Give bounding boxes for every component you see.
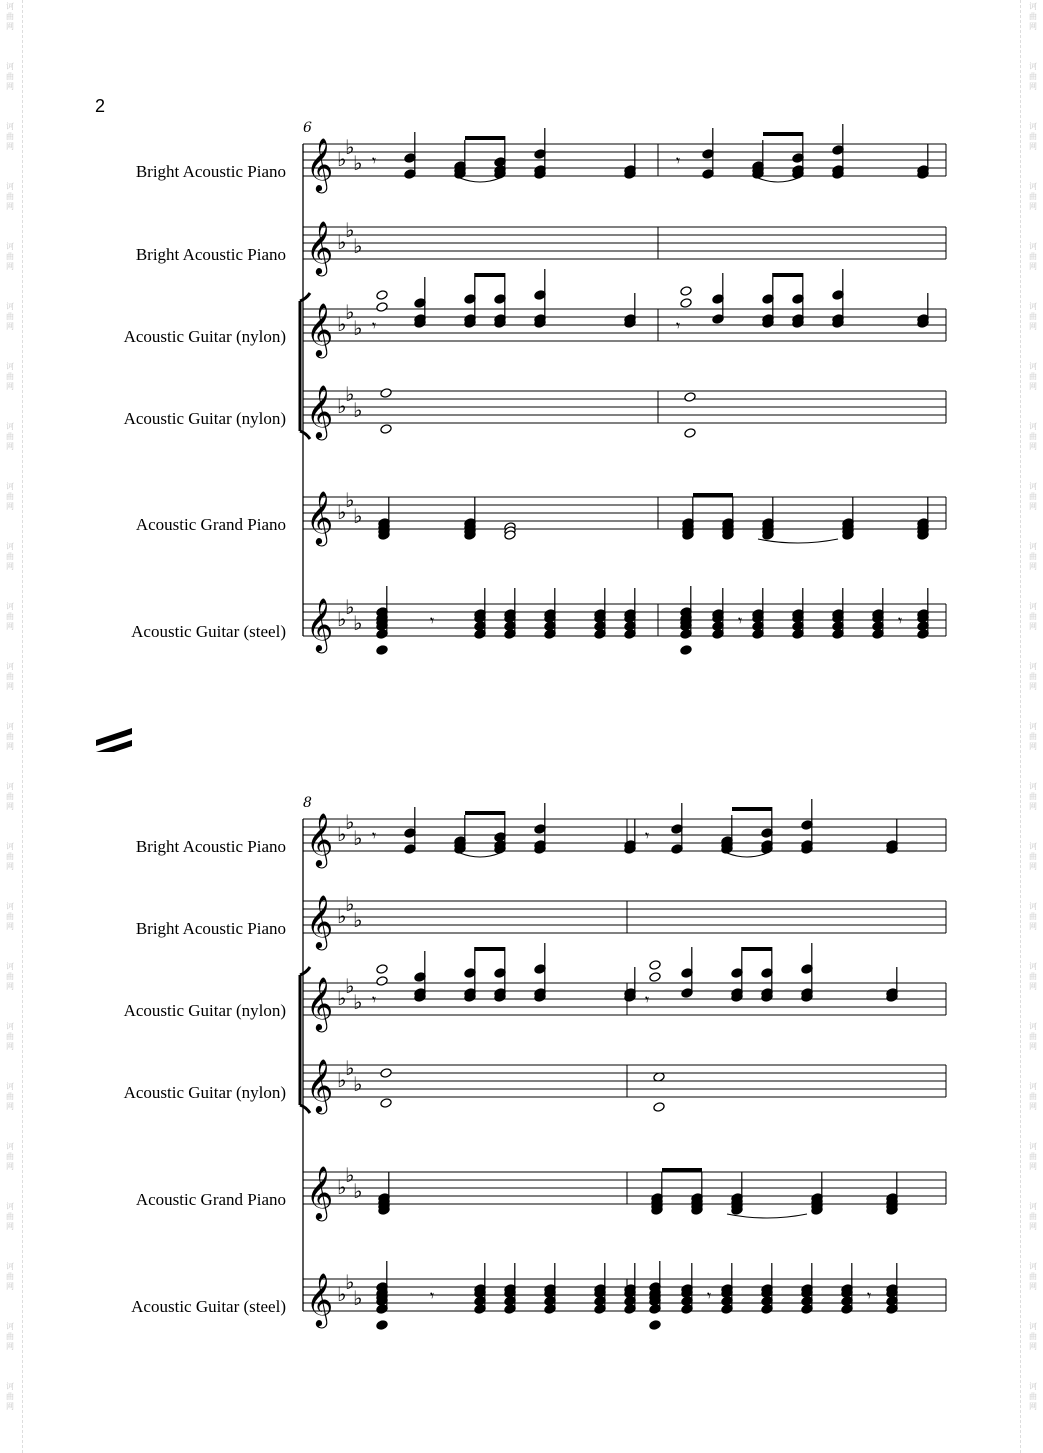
flat-icon: ♭ <box>345 1056 355 1080</box>
watermark-mark: 诃 曲 网 <box>6 482 14 511</box>
notehead <box>649 960 661 971</box>
treble-clef-icon: 𝄞 <box>306 597 334 651</box>
watermark-mark: 诃 曲 网 <box>6 242 14 271</box>
notehead <box>649 972 661 983</box>
watermark-mark: 诃 曲 网 <box>6 1262 14 1291</box>
measure-number: 6 <box>303 120 312 136</box>
treble-clef-icon: 𝄞 <box>306 220 334 274</box>
flat-icon: ♭ <box>353 398 363 422</box>
watermark-mark: 诃 曲 网 <box>1029 62 1037 91</box>
instrument-name: Bright Acoustic Piano <box>135 919 286 938</box>
tie <box>758 178 798 182</box>
notehead <box>380 424 392 435</box>
watermark-mark: 诃 曲 网 <box>1029 302 1037 331</box>
instrument-name: Acoustic Grand Piano <box>135 1190 286 1209</box>
tie <box>460 853 500 857</box>
flat-icon: ♭ <box>337 1068 347 1092</box>
watermark-mark: 诃 曲 网 <box>1029 1202 1037 1231</box>
watermark-mark: 诃 曲 网 <box>6 842 14 871</box>
flat-icon: ♭ <box>353 908 363 932</box>
flat-icon: ♭ <box>345 488 355 512</box>
notehead <box>684 428 696 439</box>
flat-icon: ♭ <box>345 300 355 324</box>
eighth-rest-icon: 𝄾 <box>738 611 743 630</box>
notehead <box>376 645 388 656</box>
eighth-rest-icon: 𝄾 <box>676 151 681 170</box>
eighth-rest-icon: 𝄾 <box>645 990 650 1009</box>
treble-clef-icon: 𝄞 <box>306 1272 334 1326</box>
flat-icon: ♭ <box>345 1163 355 1187</box>
watermark-mark: 诃 曲 网 <box>1029 182 1037 211</box>
tie <box>758 539 838 543</box>
eighth-rest-icon: 𝄾 <box>372 316 377 335</box>
flat-icon: ♭ <box>337 1175 347 1199</box>
treble-clef-icon: 𝄞 <box>306 1165 334 1219</box>
instrument-name: Acoustic Guitar (steel) <box>131 1297 286 1316</box>
treble-clef-icon: 𝄞 <box>306 302 334 356</box>
treble-clef-icon: 𝄞 <box>306 1058 334 1112</box>
treble-clef-icon: 𝄞 <box>306 490 334 544</box>
flat-icon: ♭ <box>337 607 347 631</box>
watermark-mark: 诃 曲 网 <box>1029 1022 1037 1051</box>
watermark-mark: 诃 曲 网 <box>1029 1382 1037 1411</box>
tie <box>727 853 767 857</box>
flat-icon: ♭ <box>337 147 347 171</box>
flat-icon: ♭ <box>337 312 347 336</box>
tie <box>727 1214 807 1218</box>
watermark-mark: 诃 曲 网 <box>1029 1322 1037 1351</box>
watermark-mark: 诃 曲 网 <box>1029 722 1037 751</box>
flat-icon: ♭ <box>353 1286 363 1310</box>
flat-icon: ♭ <box>345 382 355 406</box>
watermark-mark: 诃 曲 网 <box>6 1382 14 1411</box>
eighth-rest-icon: 𝄾 <box>372 990 377 1009</box>
watermark-mark: 诃 曲 网 <box>1029 122 1037 151</box>
watermark-mark: 诃 曲 网 <box>1029 242 1037 271</box>
watermark-mark: 诃 曲 网 <box>6 722 14 751</box>
tie <box>460 178 500 182</box>
flat-icon: ♭ <box>353 504 363 528</box>
eighth-rest-icon: 𝄾 <box>867 1286 872 1305</box>
watermark-mark: 诃 曲 网 <box>1029 1082 1037 1111</box>
flat-icon: ♭ <box>353 316 363 340</box>
watermark-mark: 诃 曲 网 <box>6 302 14 331</box>
watermark-mark: 诃 曲 网 <box>1029 662 1037 691</box>
watermark-mark: 诃 曲 网 <box>6 422 14 451</box>
flat-icon: ♭ <box>345 810 355 834</box>
watermark-mark: 诃 曲 网 <box>1029 542 1037 571</box>
treble-clef-icon: 𝄞 <box>306 976 334 1030</box>
watermark-mark: 诃 曲 网 <box>1029 362 1037 391</box>
watermark-mark: 诃 曲 网 <box>1029 782 1037 811</box>
watermark-mark: 诃 曲 网 <box>6 1082 14 1111</box>
measure-number: 8 <box>303 795 312 811</box>
eighth-rest-icon: 𝄾 <box>898 611 903 630</box>
watermark-mark: 诃 曲 网 <box>6 542 14 571</box>
treble-clef-icon: 𝄞 <box>306 384 334 438</box>
watermark-mark: 诃 曲 网 <box>1029 962 1037 991</box>
notehead <box>680 286 692 297</box>
notehead <box>380 388 392 399</box>
flat-icon: ♭ <box>337 986 347 1010</box>
flat-icon: ♭ <box>345 595 355 619</box>
instrument-name: Acoustic Grand Piano <box>135 515 286 534</box>
notehead <box>680 298 692 309</box>
instrument-name: Acoustic Guitar (nylon) <box>123 1001 286 1020</box>
instrument-name: Bright Acoustic Piano <box>135 837 286 856</box>
notehead <box>684 392 696 403</box>
flat-icon: ♭ <box>345 135 355 159</box>
watermark-mark: 诃 曲 网 <box>6 662 14 691</box>
watermark-mark: 诃 曲 网 <box>6 2 14 31</box>
watermark-mark: 诃 曲 网 <box>6 602 14 631</box>
watermark-mark: 诃 曲 网 <box>6 1022 14 1051</box>
flat-icon: ♭ <box>353 990 363 1014</box>
flat-icon: ♭ <box>345 892 355 916</box>
watermark-mark: 诃 曲 网 <box>6 182 14 211</box>
instrument-name: Acoustic Guitar (steel) <box>131 622 286 641</box>
notehead <box>376 976 388 987</box>
flat-icon: ♭ <box>353 1179 363 1203</box>
flat-icon: ♭ <box>353 611 363 635</box>
flat-icon: ♭ <box>345 974 355 998</box>
watermark-mark: 诃 曲 网 <box>1029 1142 1037 1171</box>
watermark-mark: 诃 曲 网 <box>6 122 14 151</box>
flat-icon: ♭ <box>345 1270 355 1294</box>
watermark-mark: 诃 曲 网 <box>1029 602 1037 631</box>
notehead <box>380 1098 392 1109</box>
flat-icon: ♭ <box>337 822 347 846</box>
flat-icon: ♭ <box>345 218 355 242</box>
watermark-mark: 诃 曲 网 <box>6 782 14 811</box>
flat-icon: ♭ <box>353 1072 363 1096</box>
watermark-mark: 诃 曲 网 <box>6 1142 14 1171</box>
eighth-rest-icon: 𝄾 <box>707 1286 712 1305</box>
flat-icon: ♭ <box>353 234 363 258</box>
flat-icon: ♭ <box>353 151 363 175</box>
notehead <box>653 1102 665 1113</box>
page-number: 2 <box>95 96 106 116</box>
notehead <box>376 302 388 313</box>
treble-clef-icon: 𝄞 <box>306 812 334 866</box>
treble-clef-icon: 𝄞 <box>306 137 334 191</box>
flat-icon: ♭ <box>337 394 347 418</box>
eighth-rest-icon: 𝄾 <box>645 826 650 845</box>
instrument-name: Acoustic Guitar (nylon) <box>123 1083 286 1102</box>
watermark-mark: 诃 曲 网 <box>1029 902 1037 931</box>
eighth-rest-icon: 𝄾 <box>372 826 377 845</box>
notehead <box>376 964 388 975</box>
instrument-name: Bright Acoustic Piano <box>135 245 286 264</box>
watermark-mark: 诃 曲 网 <box>6 902 14 931</box>
flat-icon: ♭ <box>353 826 363 850</box>
eighth-rest-icon: 𝄾 <box>430 611 435 630</box>
watermark-mark: 诃 曲 网 <box>6 962 14 991</box>
notehead <box>376 1320 388 1331</box>
watermark-mark: 诃 曲 网 <box>1029 422 1037 451</box>
notehead <box>649 1320 661 1331</box>
watermark-mark: 诃 曲 网 <box>6 362 14 391</box>
flat-icon: ♭ <box>337 904 347 928</box>
watermark-mark: 诃 曲 网 <box>1029 2 1037 31</box>
watermark-mark: 诃 曲 网 <box>6 62 14 91</box>
flat-icon: ♭ <box>337 1282 347 1306</box>
eighth-rest-icon: 𝄾 <box>430 1286 435 1305</box>
notehead <box>680 645 692 656</box>
instrument-name: Acoustic Guitar (nylon) <box>123 327 286 346</box>
watermark-mark: 诃 曲 网 <box>6 1202 14 1231</box>
watermark-mark: 诃 曲 网 <box>1029 482 1037 511</box>
flat-icon: ♭ <box>337 230 347 254</box>
eighth-rest-icon: 𝄾 <box>676 316 681 335</box>
eighth-rest-icon: 𝄾 <box>372 151 377 170</box>
treble-clef-icon: 𝄞 <box>306 894 334 948</box>
notehead <box>380 1068 392 1079</box>
instrument-name: Bright Acoustic Piano <box>135 162 286 181</box>
notehead <box>376 290 388 301</box>
instrument-name: Acoustic Guitar (nylon) <box>123 409 286 428</box>
flat-icon: ♭ <box>337 500 347 524</box>
watermark-mark: 诃 曲 网 <box>6 1322 14 1351</box>
watermark-mark: 诃 曲 网 <box>1029 842 1037 871</box>
watermark-mark: 诃 曲 网 <box>1029 1262 1037 1291</box>
